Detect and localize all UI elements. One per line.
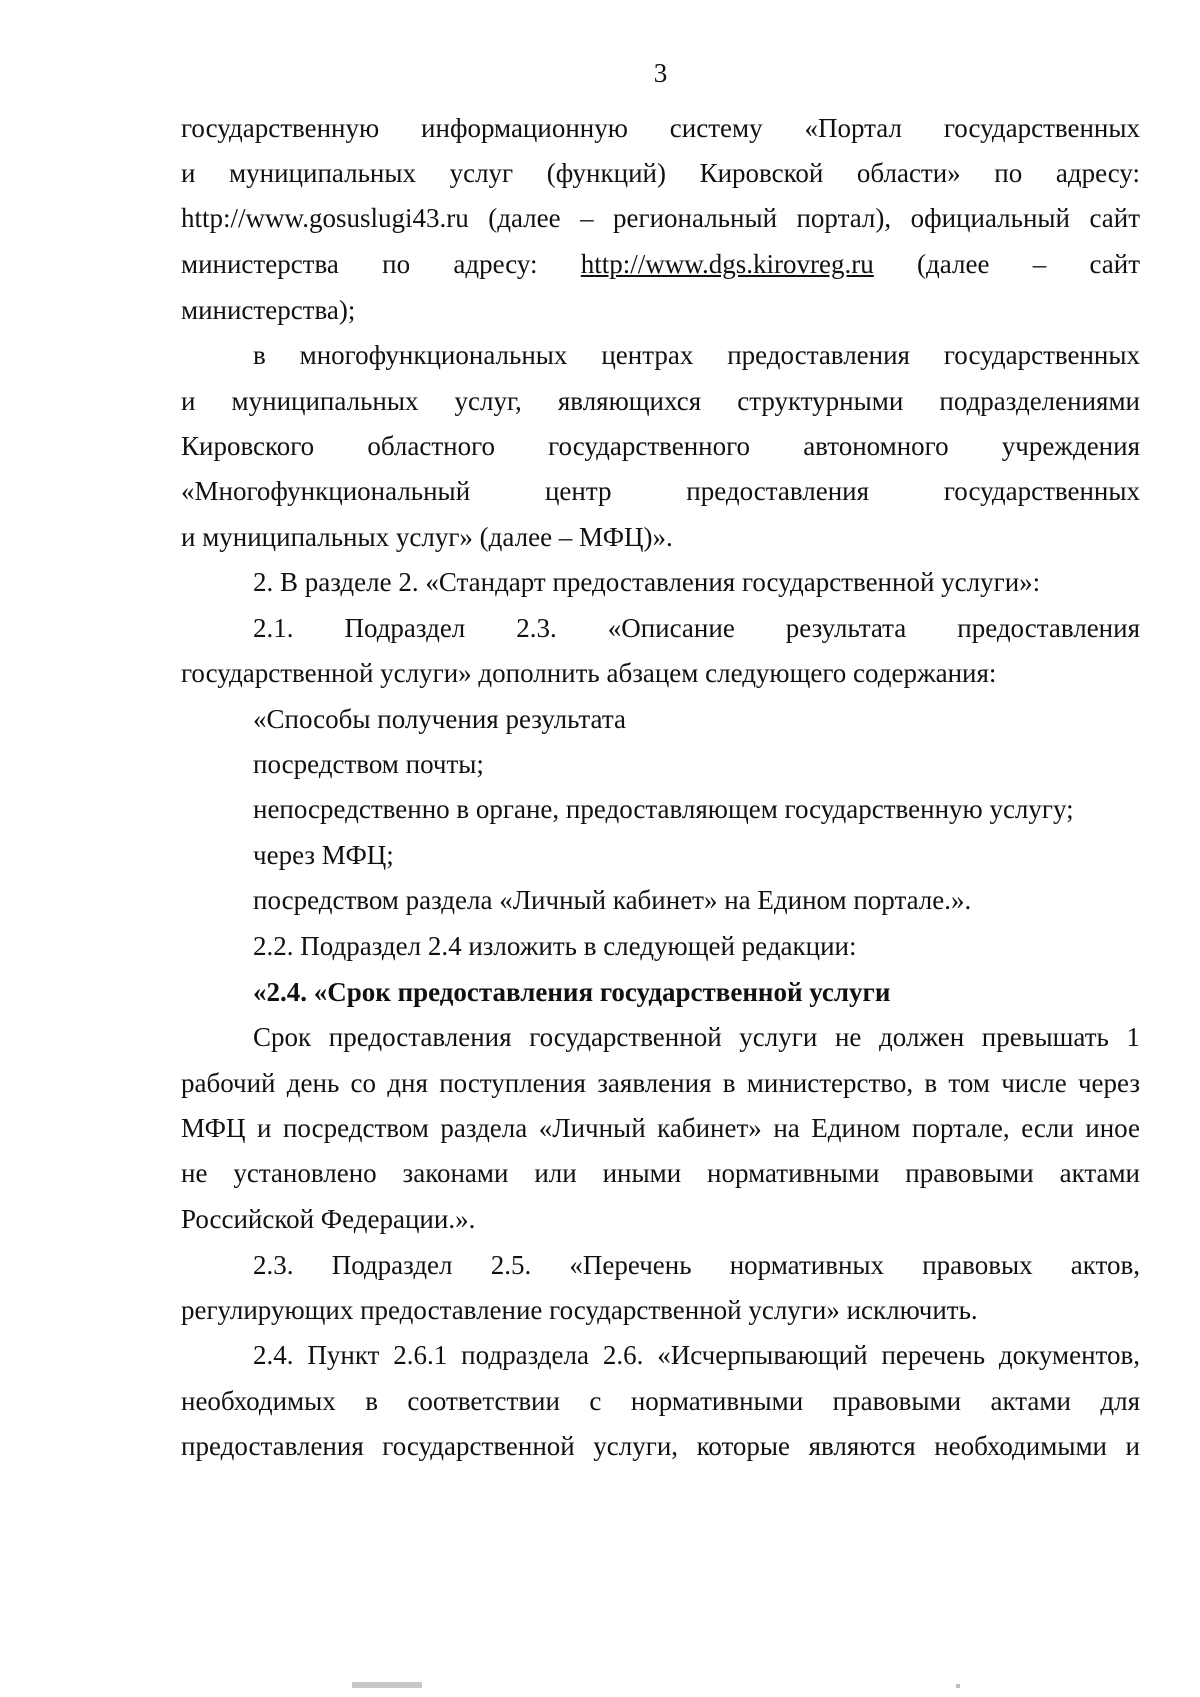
paragraph-line [181,247,1140,281]
scan-artifact [956,1684,960,1688]
paragraph-line: 2.3. Подраздел 2.5. «Перечень нормативных правовых актов, [253,1250,1140,1280]
list-item: посредством раздела «Личный кабинет» на Едином портале.». [253,885,972,915]
list-item: посредством почты; [253,749,484,779]
paragraph-line: и муниципальных услуг (функций) Кировской области» по адресу: [181,158,1140,188]
paragraph-line: в многофункциональных центрах предоставления государственных [253,340,1140,370]
paragraph-line: предоставления государственной услуги, которые являются необходимыми и [181,1431,1140,1461]
section-heading: 2. В разделе 2. «Стандарт предоставления государственной услуги»: [253,567,1041,597]
list-item: «Способы получения результата [253,704,626,734]
paragraph-line: государственную информационную систему «Портал государственных [181,113,1140,143]
paragraph-line: МФЦ и посредством раздела «Личный кабинет» на Едином портале, если иное [181,1113,1140,1143]
paragraph-line: министерства); [181,295,356,325]
paragraph-line: «Многофункциональный центр предоставления государственных [181,476,1140,506]
subsection-heading: «2.4. «Срок предоставления государственной услуги [253,977,891,1007]
page-number: 3 [653,58,668,88]
paragraph-line: 2.2. Подраздел 2.4 изложить в следующей редакции: [253,931,857,961]
list-item: через МФЦ; [253,840,394,870]
scan-artifact [352,1682,422,1688]
paragraph-line: и муниципальных услуг, являющихся структурными подразделениями [181,386,1140,416]
paragraph-line: регулирующих предоставление государственной услуги» исключить. [181,1295,978,1325]
paragraph-line: не установлено законами или иными нормативными правовыми актами [181,1158,1140,1188]
list-item: непосредственно в органе, предоставляющем государственную услугу; [253,794,1074,824]
paragraph-line: и муниципальных услуг» (далее – МФЦ)». [181,522,673,552]
paragraph-line: необходимых в соответствии с нормативными правовыми актами для [181,1386,1140,1416]
paragraph-line: Срок предоставления государственной услуги не должен превышать 1 [253,1022,1140,1052]
paragraph-line: 2.1. Подраздел 2.3. «Описание результата предоставления [253,613,1140,643]
ministry-site-link[interactable]: http://www.dgs.kirovreg.ru [580,249,874,279]
paragraph-line: 2.4. Пункт 2.6.1 подраздела 2.6. «Исчерпывающий перечень документов, [253,1340,1140,1370]
paragraph-line: рабочий день со дня поступления заявления в министерство, в том числе через [181,1068,1140,1098]
paragraph-line: Кировского областного государственного автономного учреждения [181,431,1140,461]
paragraph-line: Российской Федерации.». [181,1204,476,1234]
text-segment: министерства по адресу: [181,249,538,279]
paragraph-line: государственной услуги» дополнить абзацем следующего содержания: [181,658,997,688]
paragraph-line: http://www.gosuslugi43.ru (далее – региональный портал), официальный сайт [181,203,1140,233]
text-segment: (далее – сайт [917,249,1141,279]
